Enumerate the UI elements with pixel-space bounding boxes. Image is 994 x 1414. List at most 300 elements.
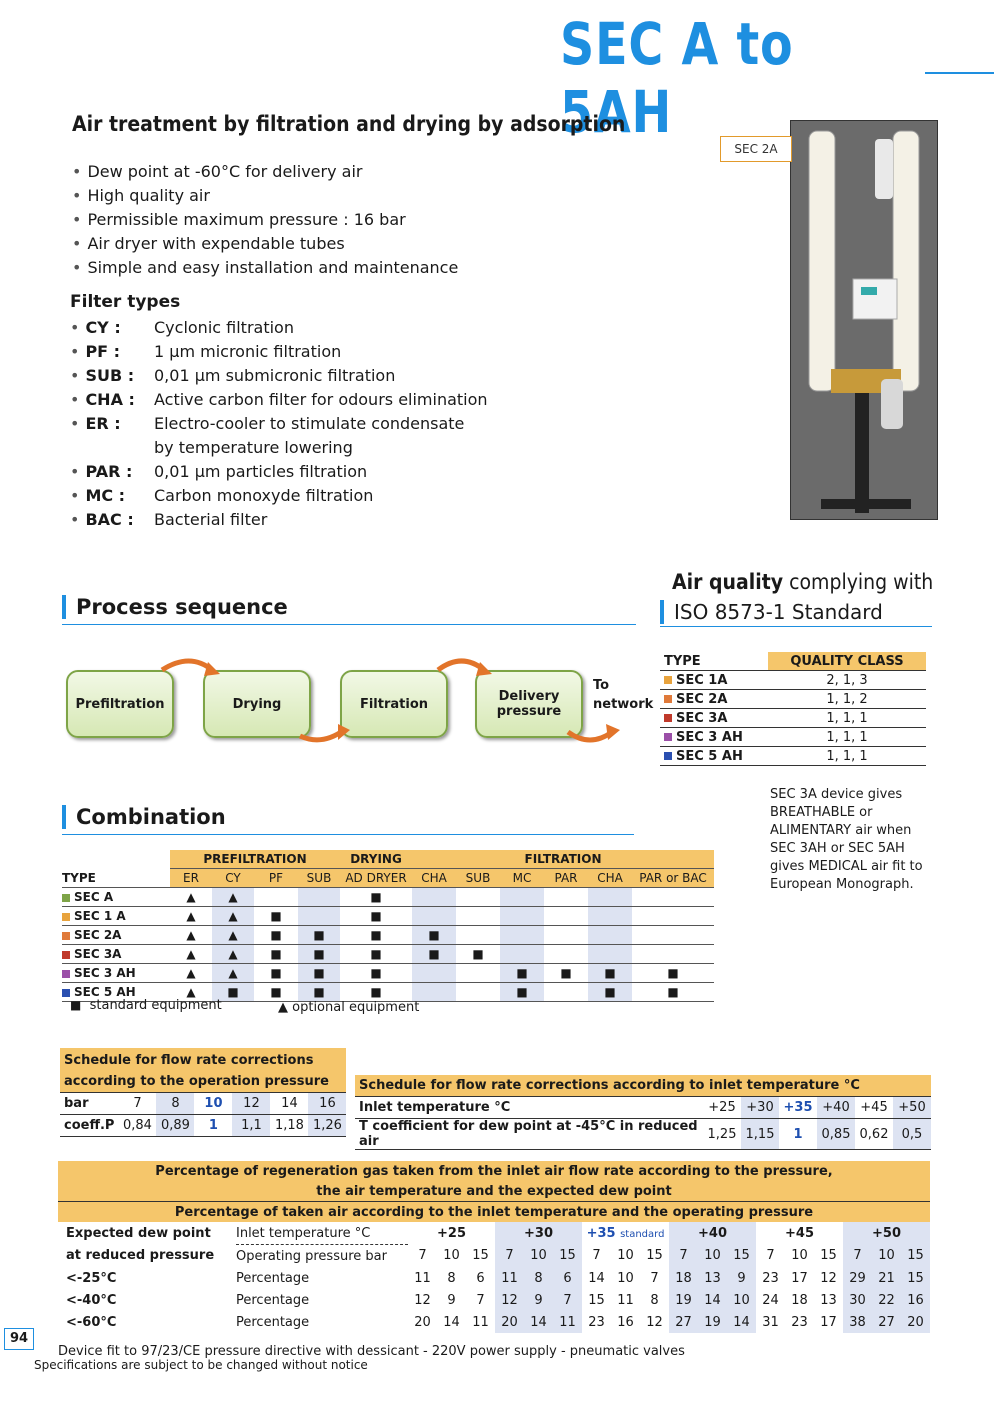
comb-cell: ■ [340, 888, 412, 907]
comb-cell [412, 907, 456, 926]
percentage-value: 6 [553, 1267, 582, 1289]
color-square [62, 894, 70, 902]
comb-cell: ▲ [170, 907, 212, 926]
schedule-temperature-table [355, 1075, 931, 1150]
coeff-value: 0,84 [122, 1118, 152, 1133]
percentage-value: 30 [843, 1289, 872, 1311]
page-title: SEC A to 5AH [560, 10, 794, 146]
percentage-value: 18 [669, 1267, 698, 1289]
note-line: SEC 3A device gives [770, 787, 903, 802]
filter-type-item [70, 484, 373, 508]
comb-type [62, 888, 170, 907]
combination-title: Combination [62, 805, 226, 829]
percentage-value: 11 [617, 1292, 634, 1308]
percentage-value: 6 [476, 1270, 485, 1286]
inlet-value: +50 [893, 1097, 931, 1119]
color-square [62, 913, 70, 921]
aq-col-type: TYPE [660, 652, 768, 671]
comb-cell: ■ [340, 907, 412, 926]
percentage-value: 27 [669, 1311, 698, 1333]
dryer-illustration [791, 121, 937, 519]
percentage-value: 15 [901, 1267, 930, 1289]
t-coeff-value: 1 [793, 1126, 803, 1142]
comb-cell: ■ [298, 945, 340, 964]
comb-cell: ■ [254, 907, 298, 926]
process-arrows [150, 652, 630, 752]
filter-type-item [70, 412, 464, 436]
pressure-value: 7 [495, 1245, 524, 1268]
percentage-value: 20 [495, 1311, 524, 1333]
comb-col: MC [500, 869, 544, 888]
filter-desc: Active carbon filter for odours elimination [154, 390, 488, 409]
comb-cell: ■ [340, 926, 412, 945]
comb-cell: ■ [588, 964, 632, 983]
filter-desc: Carbon monoxyde filtration [154, 486, 374, 505]
group-prefiltration: PREFILTRATION [170, 850, 340, 869]
comb-cell [544, 983, 588, 1002]
schedule-pressure-title2: according to the operation pressure [60, 1071, 346, 1093]
pressure-value: 10 [617, 1248, 634, 1264]
table-row [62, 964, 714, 983]
inlet-value: +25 [708, 1100, 736, 1115]
comb-type-text: SEC 1 A [74, 909, 126, 923]
table-row [62, 888, 714, 907]
schedule-pressure-title1: Schedule for flow rate corrections [60, 1048, 346, 1071]
comb-cell: ▲ [212, 945, 254, 964]
temp-header: +35 [586, 1225, 616, 1241]
comb-cell: ■ [500, 983, 544, 1002]
note-line: BREATHABLE or [770, 805, 873, 820]
aq-class: 1, 1, 2 [768, 690, 926, 709]
comb-col: ER [170, 869, 212, 888]
percentage-value: 10 [727, 1289, 756, 1311]
combination-table [62, 850, 714, 1002]
percentage-value: 14 [727, 1311, 756, 1333]
comb-cell [298, 888, 340, 907]
comb-cell: ■ [298, 983, 340, 1002]
t-coeff-value: 1,15 [741, 1119, 779, 1150]
comb-col: CHA [412, 869, 456, 888]
comb-type [62, 964, 170, 983]
comb-cell: ■ [254, 983, 298, 1002]
percentage-value: 38 [843, 1311, 872, 1333]
comb-cell: ▲ [170, 945, 212, 964]
inlet-temp-label: Inlet temperature °C [236, 1222, 408, 1245]
filter-types-title: Filter types [70, 292, 181, 312]
percentage-value: 17 [820, 1314, 837, 1330]
comb-cell: ■ [500, 964, 544, 983]
percentage-value: 8 [524, 1267, 553, 1289]
comb-col: AD DRYER [340, 869, 412, 888]
percentage-value: 14 [524, 1311, 553, 1333]
percentage-value: 19 [669, 1289, 698, 1311]
page-subtitle: Air treatment by filtration and drying by adsorption [72, 112, 626, 136]
aq-type: SEC 3A [676, 710, 728, 726]
filter-key: • ER : [70, 412, 154, 436]
color-square [664, 676, 672, 684]
comb-cell: ■ [254, 945, 298, 964]
dew-point: <-60°C [66, 1314, 117, 1330]
comb-cell: ■ [340, 945, 412, 964]
temp-header-standard [582, 1222, 669, 1245]
percentage-value: 9 [524, 1289, 553, 1311]
filter-key: • MC : [70, 484, 154, 508]
aq-class: 2, 1, 3 [768, 671, 926, 690]
temp-header: +50 [843, 1222, 930, 1245]
note-line: ALIMENTARY air when [770, 823, 912, 838]
color-square [664, 733, 672, 741]
percentage-value: 14 [698, 1289, 727, 1311]
to-network-label: To network [593, 678, 654, 712]
filter-desc: 0,01 µm submicronic filtration [154, 366, 396, 385]
color-square [62, 932, 70, 940]
note-line: SEC 3AH or SEC 5AH [770, 841, 905, 856]
air-quality-rest: complying with [789, 570, 934, 594]
section-divider [660, 626, 932, 627]
pressure-value: 7 [669, 1245, 698, 1268]
feature-item: • Permissible maximum pressure : 16 bar [72, 208, 458, 232]
dew-point: <-25°C [66, 1270, 117, 1286]
comb-type-text: SEC 5 AH [74, 985, 136, 999]
comb-col: CY [212, 869, 254, 888]
comb-cell [412, 983, 456, 1002]
feature-list [72, 160, 458, 280]
percentage-value: 31 [762, 1314, 779, 1330]
pressure-value: 7 [843, 1245, 872, 1268]
color-square [664, 752, 672, 760]
comb-cell: ▲ [212, 926, 254, 945]
percentage-value: 23 [791, 1314, 808, 1330]
process-sequence-title: Process sequence [62, 595, 288, 619]
filter-desc: Electro-cooler to stimulate condensate [154, 414, 465, 433]
aq-col-class: QUALITY CLASS [768, 652, 926, 671]
pressure-value: 15 [646, 1248, 663, 1264]
comb-type-label: TYPE [62, 869, 170, 888]
regeneration-table [58, 1161, 930, 1333]
aq-type: SEC 1A [676, 672, 728, 688]
comb-cell: ■ [340, 964, 412, 983]
pressure-label: Operating pressure bar [236, 1248, 387, 1264]
feature-item: • Air dryer with expendable tubes [72, 232, 458, 256]
comb-type-text: SEC 3 AH [74, 966, 136, 980]
process-step-prefiltration: Prefiltration [66, 670, 174, 738]
comb-cell [456, 888, 500, 907]
comb-cell [456, 926, 500, 945]
feature-item: • Dew point at -60°C for delivery air [72, 160, 458, 184]
comb-cell [456, 907, 500, 926]
comb-cell: ■ [412, 945, 456, 964]
inlet-value: +35 [783, 1100, 813, 1115]
comb-cell [632, 888, 714, 907]
comb-cell: ▲ [212, 907, 254, 926]
percentage-label: Percentage [236, 1292, 310, 1308]
process-step-delivery: Delivery pressure [475, 670, 583, 738]
regen-title1: Percentage of regeneration gas taken from the inlet air flow rate according to the pressure, [58, 1161, 930, 1181]
comb-cell [632, 926, 714, 945]
comb-cell: ■ [254, 926, 298, 945]
comb-cell [500, 907, 544, 926]
percentage-value: 13 [698, 1267, 727, 1289]
color-square [664, 695, 672, 703]
aq-type: SEC 2A [676, 691, 728, 707]
comb-cell: ■ [632, 964, 714, 983]
percentage-value: 9 [447, 1292, 456, 1308]
bar-value: 14 [281, 1096, 298, 1111]
comb-cell: ■ [588, 983, 632, 1002]
percentage-value: 23 [588, 1314, 605, 1330]
comb-cell: ▲ [212, 888, 254, 907]
feature-item: • Simple and easy installation and maintenance [72, 256, 458, 280]
filter-key: • CY : [70, 316, 154, 340]
table-row [660, 671, 926, 690]
percentage-value: 12 [646, 1314, 663, 1330]
percentage-label: Percentage [236, 1270, 310, 1286]
comb-cell: ■ [456, 945, 500, 964]
coeff-value: 1 [208, 1118, 218, 1133]
filter-desc: Bacterial filter [154, 510, 268, 529]
table-row [660, 747, 926, 766]
percentage-value: 11 [553, 1311, 582, 1333]
group-drying: DRYING [340, 850, 412, 869]
comb-type-text: SEC A [74, 890, 114, 904]
filter-key: • BAC : [70, 508, 154, 532]
percentage-value: 20 [901, 1311, 930, 1333]
filter-key: • CHA : [70, 388, 154, 412]
percentage-value: 21 [872, 1267, 901, 1289]
filter-desc: Cyclonic filtration [154, 318, 294, 337]
percentage-value: 7 [476, 1292, 485, 1308]
table-row [58, 1289, 930, 1311]
t-coeff-value: 1,25 [707, 1126, 737, 1142]
bar-label: bar [64, 1096, 89, 1111]
standard-tag: standard [620, 1228, 665, 1240]
table-row [62, 945, 714, 964]
comb-cell [544, 888, 588, 907]
coeff-value: 1,1 [232, 1115, 270, 1137]
percentage-value: 10 [617, 1270, 634, 1286]
inlet-label: Inlet temperature °C [359, 1100, 511, 1115]
color-square [62, 989, 70, 997]
comb-cell [588, 907, 632, 926]
percentage-value: 27 [872, 1311, 901, 1333]
comb-cell: ■ [340, 983, 412, 1002]
comb-cell [412, 888, 456, 907]
filter-type-item [70, 364, 395, 388]
air-quality-bold: Air quality [672, 570, 784, 594]
comb-cell: ■ [544, 964, 588, 983]
percentage-value: 11 [495, 1267, 524, 1289]
bar-value: 8 [156, 1093, 194, 1115]
t-coeff-value: 0,62 [859, 1126, 889, 1142]
filter-desc: 1 µm micronic filtration [154, 342, 342, 361]
filter-key: • PF : [70, 340, 154, 364]
table-row [58, 1267, 930, 1289]
percentage-value: 7 [650, 1270, 659, 1286]
percentage-value: 23 [762, 1270, 779, 1286]
regen-title3: Percentage of taken air according to the inlet temperature and the operating pressure [58, 1202, 930, 1223]
aq-class: 1, 1, 1 [768, 747, 926, 766]
comb-cell: ▲ [170, 888, 212, 907]
pressure-value: 7 [592, 1248, 601, 1264]
bar-value: 7 [133, 1096, 142, 1111]
color-square [664, 714, 672, 722]
coeff-value: 0,89 [156, 1115, 194, 1137]
coeff-value: 1,18 [274, 1118, 304, 1133]
comb-cell [588, 926, 632, 945]
comb-cell: ▲ [170, 926, 212, 945]
pressure-value: 10 [443, 1248, 460, 1264]
coeff-label: coeff.P [64, 1118, 115, 1133]
filter-type-item [70, 508, 267, 532]
comb-type [62, 926, 170, 945]
legend-optional: ▲ optional equipment [278, 1000, 420, 1015]
inlet-value: +40 [817, 1097, 855, 1119]
comb-col: SUB [298, 869, 340, 888]
percentage-value: 9 [727, 1267, 756, 1289]
temp-header: +45 [785, 1225, 814, 1241]
footer-line2: Specifications are subject to be changed without notice [34, 1358, 368, 1372]
table-row [58, 1311, 930, 1333]
comb-cell [298, 907, 340, 926]
percentage-value: 14 [443, 1314, 460, 1330]
comb-cell [544, 907, 588, 926]
percentage-value: 14 [588, 1270, 605, 1286]
product-photo [790, 120, 938, 520]
table-row [660, 690, 926, 709]
filter-key: • SUB : [70, 364, 154, 388]
comb-cell [588, 945, 632, 964]
footer-line1: Device fit to 97/23/CE pressure directive with dessicant - 220V power supply - pneumatic valves [58, 1344, 685, 1359]
process-step-filtration: Filtration [340, 670, 448, 738]
color-square [62, 970, 70, 978]
legend-standard: ■ standard equipment [70, 998, 222, 1013]
comb-cell [632, 907, 714, 926]
regen-title2: the air temperature and the expected dew point [58, 1181, 930, 1202]
bar-value: 16 [308, 1093, 346, 1115]
percentage-label: Percentage [236, 1314, 310, 1330]
temp-header: +25 [437, 1225, 466, 1241]
filter-type-item [70, 460, 367, 484]
pressure-value: 15 [901, 1245, 930, 1268]
percentage-value: 22 [872, 1289, 901, 1311]
group-filtration: FILTRATION [412, 850, 714, 869]
percentage-value: 16 [901, 1289, 930, 1311]
aq-type: SEC 3 AH [676, 729, 743, 745]
comb-col: CHA [588, 869, 632, 888]
comb-cell [632, 945, 714, 964]
coeff-value: 1,26 [308, 1115, 346, 1137]
feature-item: • High quality air [72, 184, 458, 208]
air-quality-note [770, 786, 923, 894]
process-step-drying: Drying [203, 670, 311, 738]
percentage-value: 18 [791, 1292, 808, 1308]
temp-header: +30 [495, 1222, 582, 1245]
aq-type: SEC 5 AH [676, 748, 743, 764]
comb-col: PF [254, 869, 298, 888]
bar-value: 12 [232, 1093, 270, 1115]
bar-value: 10 [204, 1096, 223, 1111]
percentage-value: 8 [447, 1270, 456, 1286]
comb-cell [456, 983, 500, 1002]
percentage-value: 19 [698, 1311, 727, 1333]
inlet-value: +45 [860, 1100, 888, 1115]
comb-cell: ▲ [170, 964, 212, 983]
percentage-value: 11 [414, 1270, 431, 1286]
comb-cell [500, 945, 544, 964]
filter-desc: 0,01 µm particles filtration [154, 462, 368, 481]
table-row [660, 709, 926, 728]
filter-key: • PAR : [70, 460, 154, 484]
percentage-value: 8 [650, 1292, 659, 1308]
dew-label1: Expected dew point [66, 1225, 211, 1241]
comb-cell [588, 888, 632, 907]
percentage-value: 13 [820, 1292, 837, 1308]
section-divider [62, 624, 636, 625]
comb-cell [412, 964, 456, 983]
percentage-value: 15 [588, 1292, 605, 1308]
comb-col: PAR [544, 869, 588, 888]
comb-cell [456, 964, 500, 983]
comb-col: SUB [456, 869, 500, 888]
pressure-value: 15 [820, 1248, 837, 1264]
comb-cell [544, 945, 588, 964]
t-coeff-value: 0,85 [817, 1119, 855, 1150]
t-coeff-value: 0,5 [893, 1119, 931, 1150]
pressure-value: 15 [727, 1245, 756, 1268]
filter-type-item [70, 316, 294, 340]
comb-cell [544, 926, 588, 945]
t-coeff-label: T coefficient for dew point at -45°C in reduced air [359, 1119, 698, 1149]
comb-cell: ■ [298, 926, 340, 945]
legend-standard-text: standard equipment [89, 998, 222, 1013]
percentage-value: 12 [495, 1289, 524, 1311]
comb-type [62, 907, 170, 926]
comb-cell: ■ [212, 983, 254, 1002]
pressure-value: 10 [698, 1245, 727, 1268]
comb-cell: ■ [632, 983, 714, 1002]
filter-type-item [70, 340, 341, 364]
percentage-value: 29 [843, 1267, 872, 1289]
aq-class: 1, 1, 1 [768, 709, 926, 728]
title-underline [925, 72, 994, 74]
air-quality-standard: ISO 8573-1 Standard [660, 600, 883, 624]
comb-col: PAR or BAC [632, 869, 714, 888]
dew-point: <-40°C [66, 1292, 117, 1308]
pressure-value: 10 [524, 1245, 553, 1268]
percentage-value: 11 [472, 1314, 489, 1330]
note-line: gives MEDICAL air fit to [770, 859, 923, 874]
pressure-value: 15 [472, 1248, 489, 1264]
temp-header: +40 [669, 1222, 756, 1245]
comb-type-text: SEC 3A [74, 947, 122, 961]
schedule-temperature-title: Schedule for flow rate corrections according to inlet temperature °C [355, 1075, 931, 1097]
comb-cell: ■ [298, 964, 340, 983]
percentage-value: 16 [617, 1314, 634, 1330]
legend-optional-text: optional equipment [292, 1000, 420, 1015]
dew-label2: at reduced pressure [66, 1248, 215, 1264]
page-number: 94 [4, 1328, 34, 1350]
section-divider [62, 834, 634, 835]
filter-type-item [70, 388, 488, 412]
note-line: European Monograph. [770, 877, 914, 892]
schedule-pressure-table [60, 1048, 346, 1137]
comb-cell: ▲ [212, 964, 254, 983]
table-row [62, 926, 714, 945]
air-quality-table [660, 652, 926, 766]
comb-cell: ▲ [170, 983, 212, 1002]
air-quality-title [672, 570, 933, 594]
pressure-value: 10 [791, 1248, 808, 1264]
